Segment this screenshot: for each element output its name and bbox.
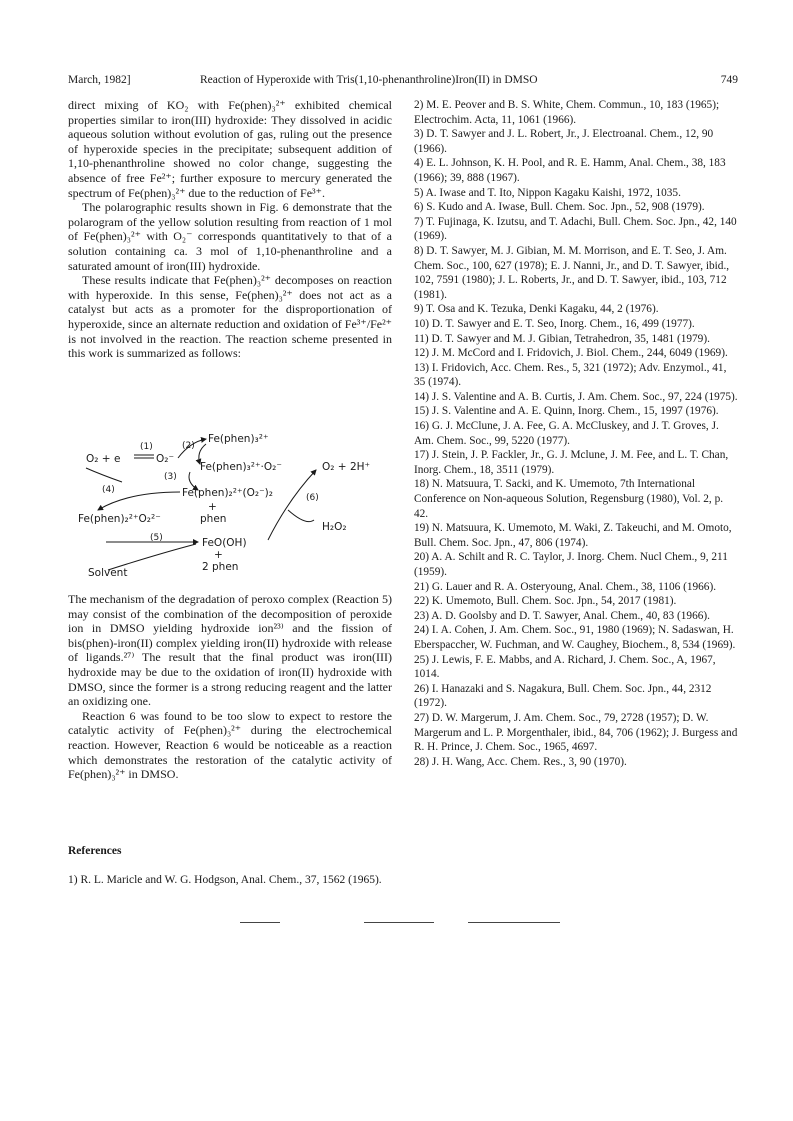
reference-item: 28) J. H. Wang, Acc. Chem. Res., 3, 90 (1970).: [414, 755, 627, 768]
scheme-phen: phen: [200, 513, 227, 525]
scheme-label-5: (5): [150, 533, 163, 543]
running-title: Reaction of Hyperoxide with Tris(1,10-phenanthroline)Iron(II) in DMSO: [200, 74, 538, 86]
reference-item: 3) D. T. Sawyer and J. L. Robert, Jr., J. Electroanal. Chem., 12, 90 (1966).: [414, 128, 714, 155]
reference-item: 13) I. Fridovich, Acc. Chem. Res., 5, 321 (1972); Adv. Enzymol., 41, 35 (1974).: [414, 361, 727, 389]
scheme-fe-phen3-o2: Fe(phen)₃²⁺·O₂⁻: [200, 461, 282, 473]
reference-item: 22) K. Umemoto, Bull. Chem. Soc. Jpn., 54, 2017 (1981).: [414, 595, 677, 608]
reference-item: 7) T. Fujinaga, K. Izutsu, and T. Adachi, Bull. Chem. Soc. Jpn., 42, 140 (1969).: [414, 215, 737, 243]
scheme-superoxide: O₂⁻: [156, 453, 175, 465]
reference-item: 14) J. S. Valentine and A. B. Curtis, J. Am. Chem. Soc., 97, 224 (1975).: [414, 390, 738, 403]
reference-item: 11) D. T. Sawyer and M. J. Gibian, Tetrahedron, 35, 1481 (1979).: [414, 332, 710, 345]
scheme-label-1: (1): [140, 442, 153, 452]
scheme-arrow-6b: [288, 510, 314, 522]
scheme-fe-phen2: Fe(phen)₂²⁺(O₂⁻)₂: [182, 487, 273, 499]
reference-item: 18) N. Matsuura, T. Sacki, and K. Umemoto, 7th International Conference on Non-aqueous Solution, Regensburg (1980), Vol. 2, p. 42.: [414, 478, 724, 520]
reference-item: 21) G. Lauer and R. A. Osteryoung, Anal. Chem., 38, 1106 (1966).: [414, 580, 717, 593]
end-rule-short: [240, 922, 280, 923]
reference-item: 26) I. Hanazaki and S. Nagakura, Bull. Chem. Soc. Jpn., 44, 2312 (1972).: [414, 682, 712, 710]
scheme-arrow-6: [268, 470, 316, 540]
lower-left-text: [68, 592, 392, 782]
references-list: [414, 98, 739, 769]
paragraph-2: The polarographic results shown in Fig. 6 demonstrate that the polarogram of the yellow solution resulting from reaction of 1 mol of Fe(phen)₃²⁺ with O₂⁻ corresponds quantitatively to that of a solution containing ca. 3 mol of 1,10-phenanthroline and a saturated amount of iron(III) hydroxide.: [68, 200, 392, 273]
reference-item: 20) A. A. Schilt and R. C. Taylor, J. Inorg. Chem. Nucl Chem., 9, 211 (1959).: [414, 551, 728, 578]
reference-item: 27) D. W. Margerum, J. Am. Chem. Soc., 79, 2728 (1957); D. W. Margerum and L. P. Morgenthaler, ibid., 84, 706 (1962); J. Burgess and R. H. Prince, J. Chem. Soc., 1965, 4697.: [414, 711, 738, 754]
reference-item: 2) M. E. Peover and B. S. White, Chem. Commun., 10, 183 (1965); Electrochim. Acta, 11, 1061 (1966).: [414, 99, 720, 126]
reference-item: 8) D. T. Sawyer, M. J. Gibian, M. M. Morrison, and E. T. Seo, J. Am. Chem. Soc., 100, 627 (1978); E. J. Nanni, Jr., and D. T. Sawyer, ibid., 102, 7591 (1980); J. L. Roberts, Jr., and D. T. Sawyer, ibid., 103, 712 (1981).: [414, 244, 730, 301]
scheme-solvent: Solvent: [88, 567, 128, 579]
reference-item: 9) T. Osa and K. Tezuka, Denki Kagaku, 44, 2 (1976).: [414, 303, 659, 316]
left-column-text: [68, 98, 392, 361]
scheme-label-6: (6): [306, 493, 319, 503]
reference-item: 15) J. S. Valentine and A. E. Quinn, Inorg. Chem., 15, 1997 (1976).: [414, 405, 719, 418]
page-number: 749: [720, 74, 738, 86]
scheme-feooh: FeO(OH): [202, 537, 247, 549]
scheme-two-phen: 2 phen: [202, 561, 239, 573]
scheme-fe-phen3: Fe(phen)₃²⁺: [208, 433, 269, 445]
scheme-plus-1: +: [208, 501, 217, 513]
scheme-label-3: (3): [164, 472, 177, 482]
reference-item: 19) N. Matsuura, K. Umemoto, M. Waki, Z. Takeuchi, and M. Omoto, Bull. Chem. Soc. Jpn., 47, 806 (1974).: [414, 522, 732, 549]
reference-item: 16) G. J. McClune, J. A. Fee, G. A. McCluskey, and J. T. Groves, J. Am. Chem. Soc., 99, 5220 (1977).: [414, 420, 719, 447]
reaction-scheme: [78, 430, 388, 580]
scheme-o2-e: O₂ + e: [86, 453, 121, 465]
reference-1: 1) R. L. Maricle and W. G. Hodgson, Anal. Chem., 37, 1562 (1965).: [68, 874, 382, 886]
reference-item: 12) J. M. McCord and I. Fridovich, J. Biol. Chem., 244, 6049 (1969).: [414, 347, 728, 360]
reference-item: 25) J. Lewis, F. E. Mabbs, and A. Richard, J. Chem. Soc., A, 1967, 1014.: [414, 653, 716, 681]
scheme-h2o2: H₂O₂: [322, 521, 347, 533]
scheme-label-2: (2): [182, 441, 195, 451]
scheme-plus-2: +: [214, 549, 223, 561]
scheme-o2-2h: O₂ + 2H⁺: [322, 461, 371, 473]
end-rule-middle: [364, 922, 434, 923]
running-header: [68, 74, 738, 90]
reference-item: 24) I. A. Cohen, J. Am. Chem. Soc., 91, 1980 (1969); N. Sadaswan, H. Eberspaccher, W. Fuchman, and W. Caughey, Biochem., 8, 534 (1969).: [414, 624, 736, 651]
reference-item: 17) J. Stein, J. P. Fackler, Jr., G. J. Mclune, J. M. Fee, and L. T. Chan, Inorg. Chem., 18, 3511 (1979).: [414, 449, 729, 476]
end-rule-long: [468, 922, 560, 923]
reference-item: 4) E. L. Johnson, K. H. Pool, and R. E. Hamm, Anal. Chem., 38, 183 (1966); 39, 888 (1967).: [414, 157, 726, 184]
paragraph-3: These results indicate that Fe(phen)₃²⁺ decomposes on reaction with hyperoxide. In this sense, Fe(phen)₃²⁺ does not act as a catalyst but acts as a promoter for the disproportionation of hyperoxide, since an alternate reduction and oxidation of Fe³⁺/Fe²⁺ is not involved in the reaction. The reaction scheme presented in this work is summarized as follows:: [68, 273, 392, 361]
reference-item: 23) A. D. Goolsby and D. T. Sawyer, Anal. Chem., 40, 83 (1966).: [414, 609, 710, 622]
reference-item: 10) D. T. Sawyer and E. T. Seo, Inorg. Chem., 16, 499 (1977).: [414, 317, 695, 330]
references-heading: References: [68, 845, 122, 857]
scheme-label-4: (4): [102, 485, 115, 495]
issue-date: March, 1982]: [68, 74, 131, 86]
reference-item: 5) A. Iwase and T. Ito, Nippon Kagaku Kaishi, 1972, 1035.: [414, 186, 681, 199]
paragraph-4: The mechanism of the degradation of peroxo complex (Reaction 5) may consist of the combination of the decomposition of peroxide ion in DMSO yielding hydroxide ion²³⁾ and the fission of bis(phen)-iron(II) complex yielding iron(II) hydroxide with release of ligands.²⁷⁾ The result that the final product was iron(III) hydroxide may be due to the oxidation of iron(II) hydroxide with DMSO, since the former is a strong reducing reagent and the latter an oxidizing one.: [68, 592, 392, 709]
scheme-fe-phen2-o2: Fe(phen)₂²⁺O₂²⁻: [78, 513, 161, 525]
paragraph-5: Reaction 6 was found to be too slow to expect to restore the catalytic activity of Fe(phen)₃²⁺ during the electrochemical reaction. However, Reaction 6 would be noticeable as a reaction which demonstrates the restoration of the catalytic activity of Fe(phen)₃²⁺ in DMSO.: [68, 708, 392, 782]
scheme-arrow-4b: [86, 468, 122, 482]
reference-item: 6) S. Kudo and A. Iwase, Bull. Chem. Soc. Jpn., 52, 908 (1979).: [414, 201, 705, 214]
paragraph-1: direct mixing of KO₂ with Fe(phen)₃²⁺ exhibited chemical properties similar to iron(III) hydroxide: They dissolved in acidic aqueous solution without evolution of gas, ruling out the presence of hyperoxide species in the precipitate; subsequent addition of 1,10-phenanthroline showed no color change, suggesting the absence of free Fe²⁺; further exposure to mercury generated the spectrum of Fe(phen)₃²⁺ due to the reduction of Fe³⁺.: [68, 98, 392, 200]
